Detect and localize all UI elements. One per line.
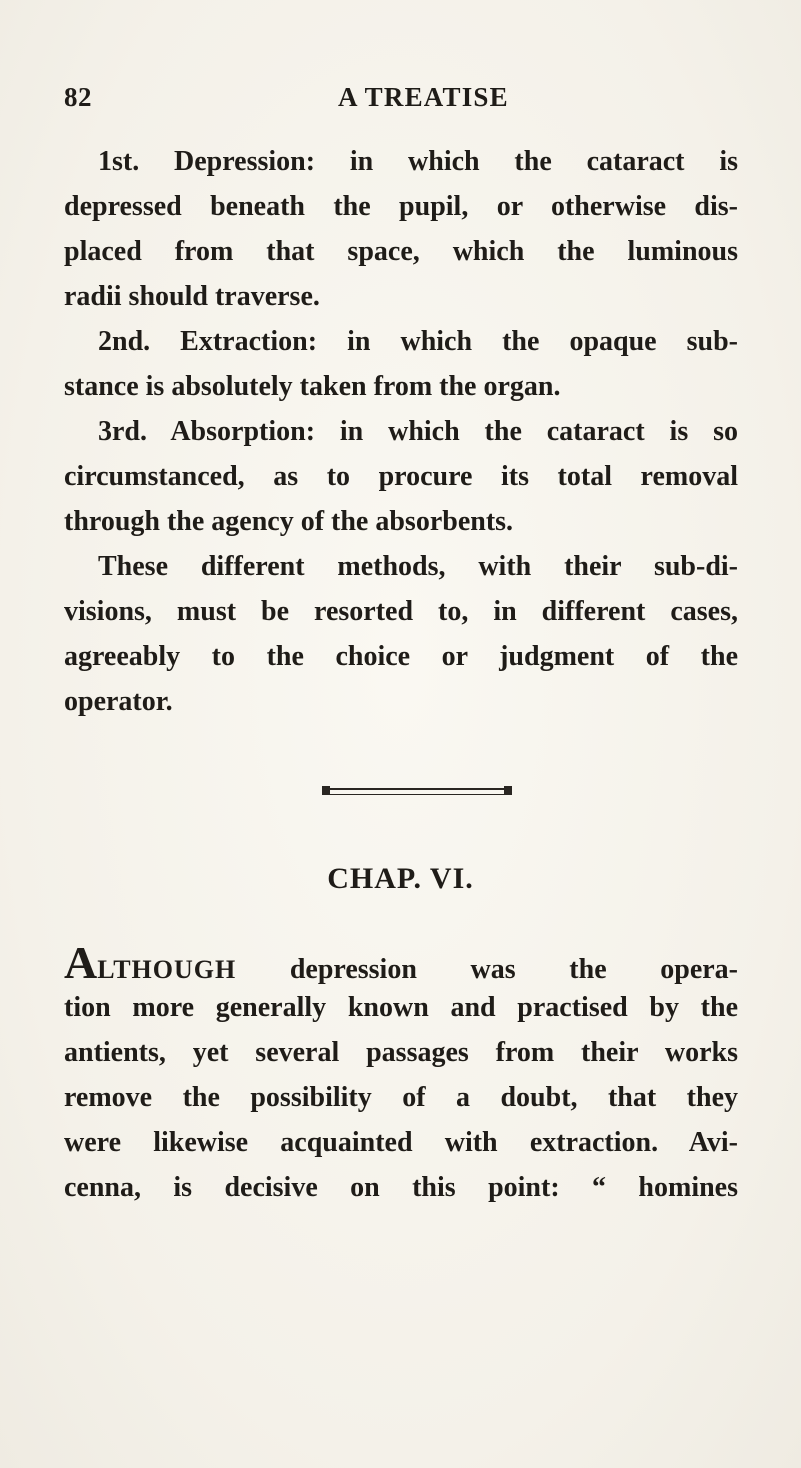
running-title: A TREATISE xyxy=(338,82,509,112)
drop-cap: A xyxy=(64,937,98,988)
text-line: These different methods, with their sub-di- xyxy=(98,551,738,582)
text-line: tion more generally known and practised by the xyxy=(64,992,738,1023)
first-line-text: depression was the opera- xyxy=(289,954,739,985)
chapter-heading: CHAP. VI. xyxy=(327,862,474,895)
text-line: stance is absolutely taken from the organ. xyxy=(64,371,561,402)
text-line: operator. xyxy=(64,686,173,717)
chapter-first-line xyxy=(64,937,739,988)
section-divider-rule xyxy=(322,788,512,795)
text-line: were likewise acquainted with extraction. Avi- xyxy=(64,1127,738,1158)
text-line: 3rd. Absorption: in which the cataract is so xyxy=(98,416,738,447)
text-line: agreeably to the choice or judgment of the xyxy=(64,641,738,672)
text-line: 2nd. Extraction: in which the opaque sub- xyxy=(98,326,738,357)
text-line: radii should traverse. xyxy=(64,281,320,312)
text-line: depressed beneath the pupil, or otherwise dis- xyxy=(64,191,738,222)
text-line: circumstanced, as to procure its total removal xyxy=(64,461,738,492)
text-line: placed from that space, which the luminous xyxy=(64,236,738,267)
text-line: antients, yet several passages from their works xyxy=(64,1037,738,1068)
text-line: 1st. Depression: in which the cataract is xyxy=(98,146,738,177)
page-header xyxy=(0,82,801,118)
text-line: remove the possibility of a doubt, that they xyxy=(64,1082,738,1113)
page-number: 82 xyxy=(64,82,92,112)
text-line: visions, must be resorted to, in different cases, xyxy=(64,596,738,627)
text-line: through the agency of the absorbents. xyxy=(64,506,514,537)
first-word-small-caps: LTHOUGH xyxy=(97,955,237,984)
text-line: cenna, is decisive on this point: “ homines xyxy=(64,1172,738,1203)
